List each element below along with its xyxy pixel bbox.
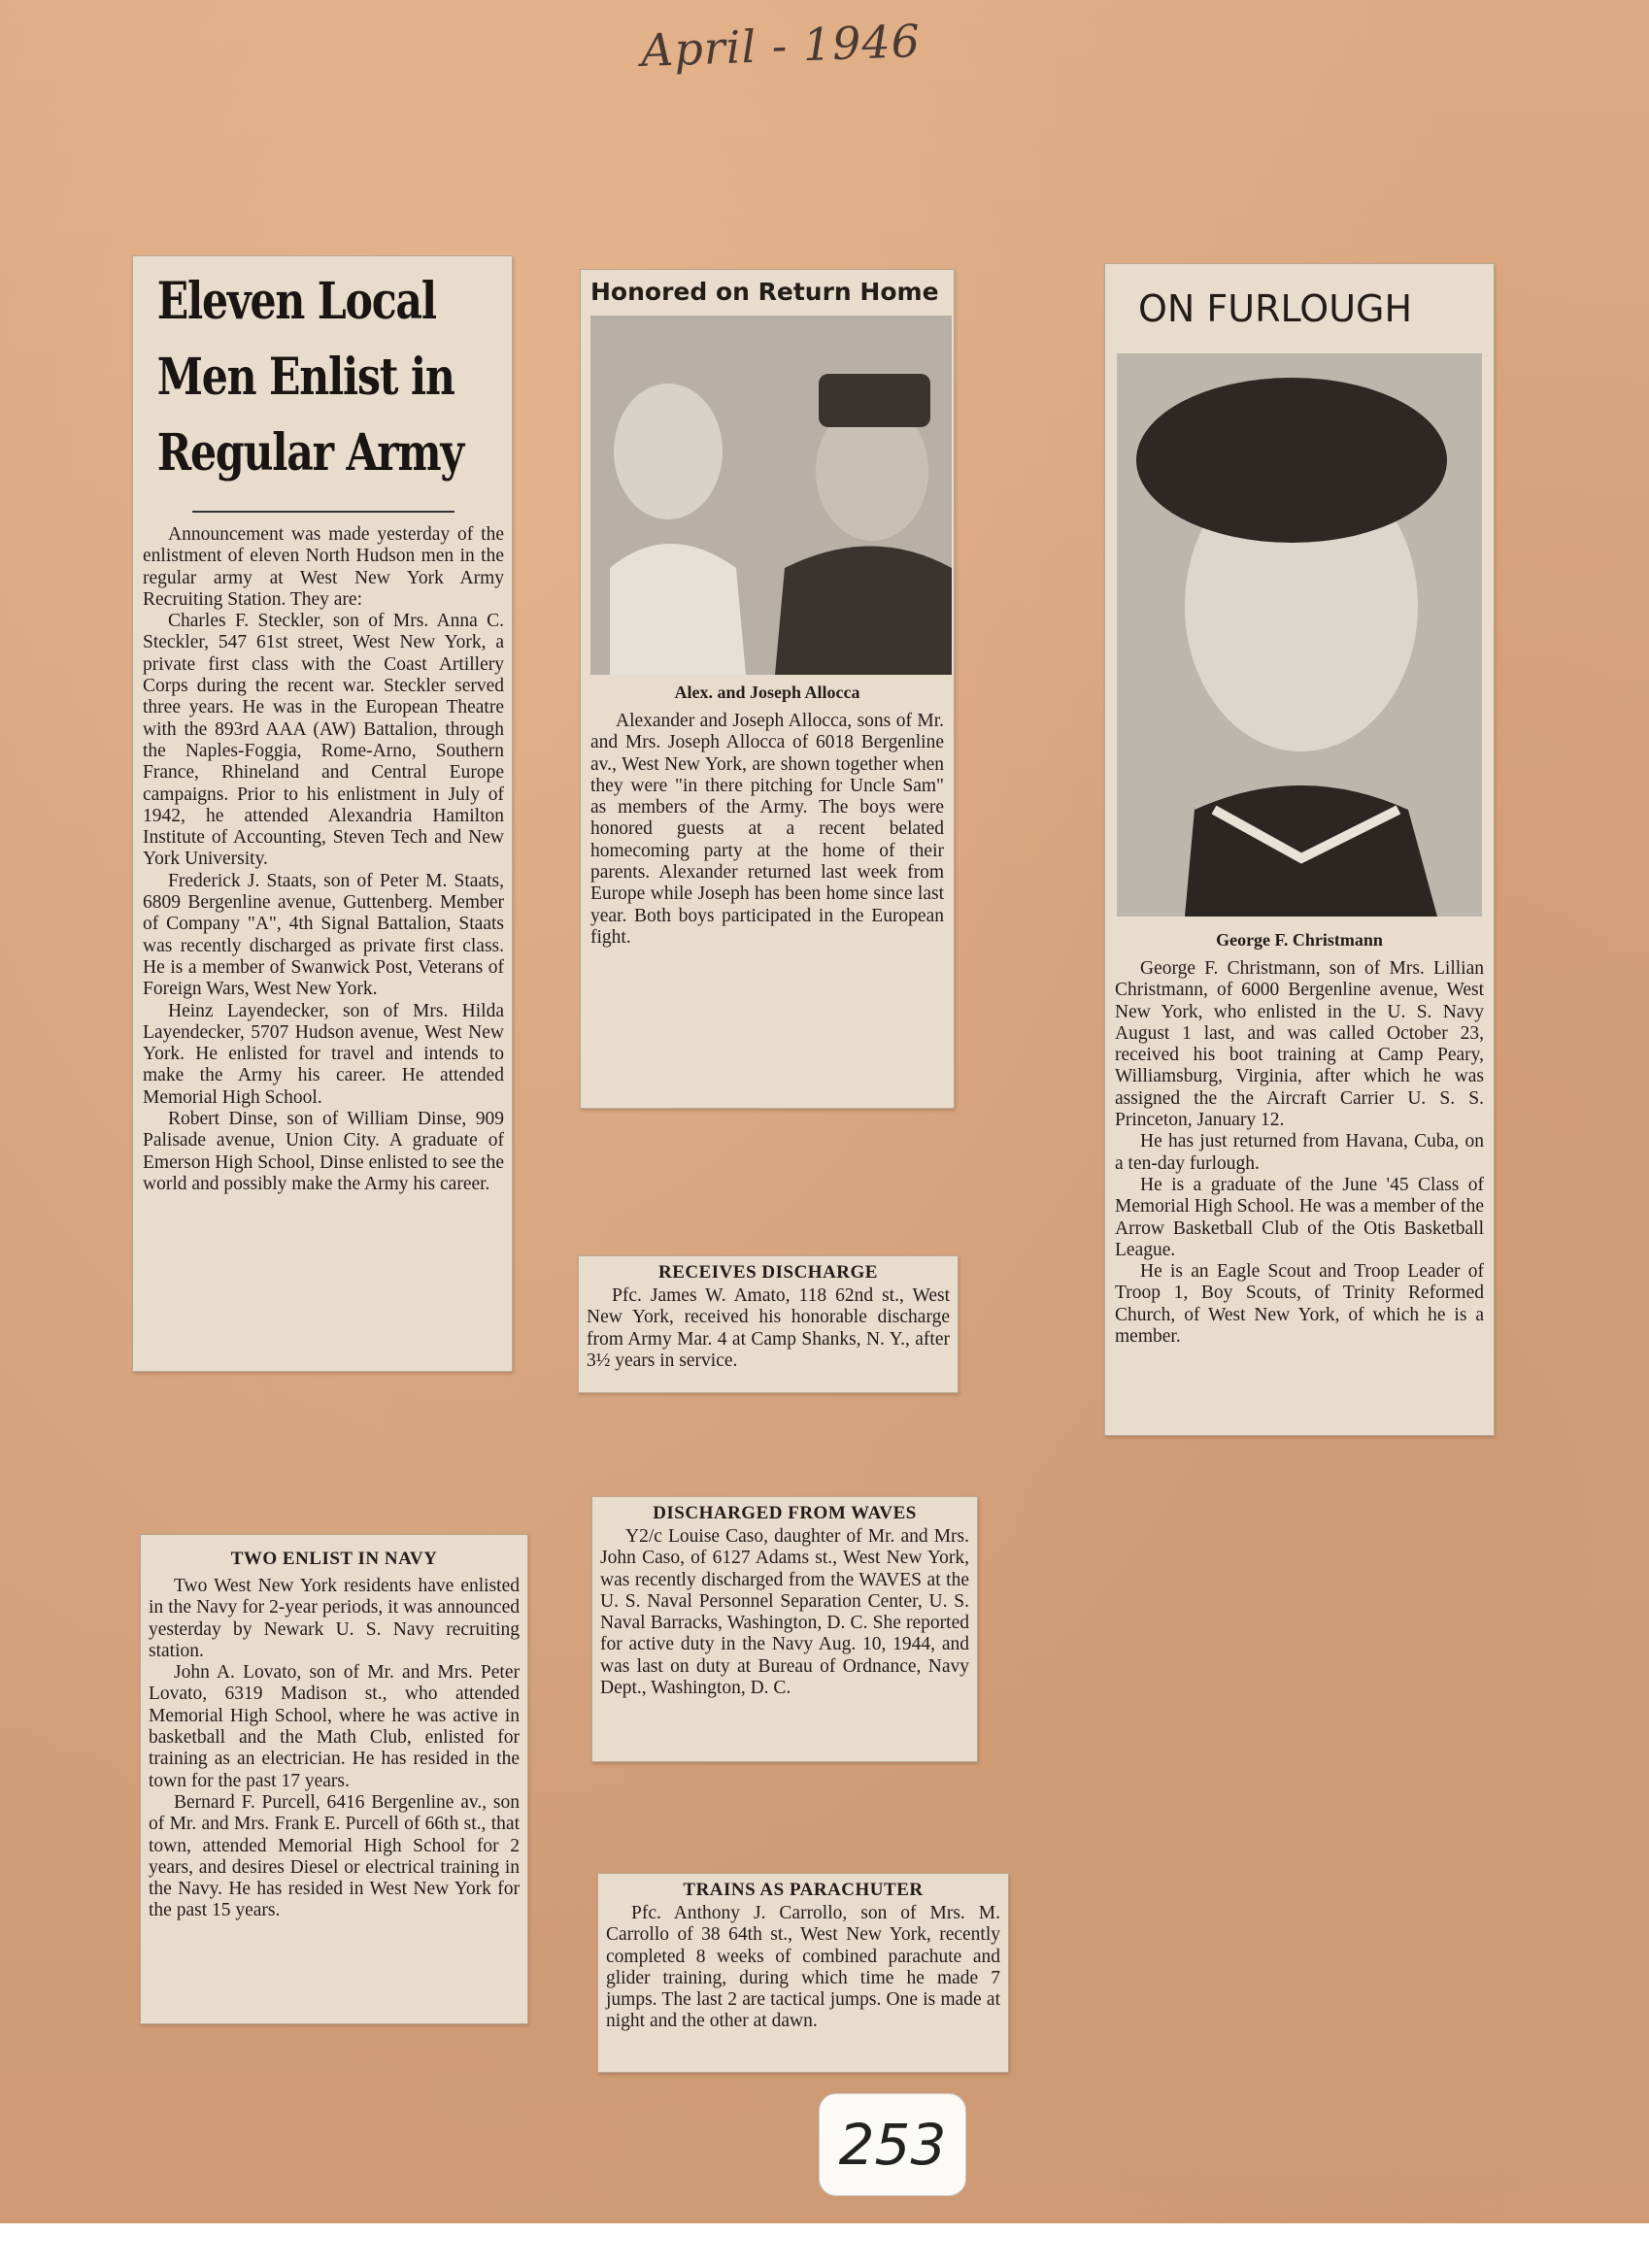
headline-trains-parachuter: TRAINS AS PARACHUTER [683,1880,924,1900]
paragraph: He is an Eagle Scout and Troop Leader of Troop 1, Boy Scouts, of Trinity Reformed Church, of West New York, of which he is a member. [1115,1261,1484,1348]
headline-discharged-waves: DISCHARGED FROM WAVES [653,1503,917,1523]
paragraph: Heinz Layendecker, son of Mrs. Hilda Layendecker, 5707 Hudson avenue, West New York. He enlisted for travel and intends to make the Army his career. He attended Memorial High School. [143,1000,504,1108]
bottom-margin [0,2223,1649,2268]
headline-honored: Honored on Return Home [590,278,939,306]
page-number-label: 253 [819,2093,966,2196]
paragraph: Bernard F. Purcell, 6416 Bergenline av., son of Mr. and Mrs. Frank E. Purcell of 66th st., that town, attended Memorial High School for 2 years, and desires Diesel or electrical training in the Navy. He has resided in West New York for the past 15 years. [149,1791,520,1921]
photo-allocca-brothers [590,316,952,675]
handwritten-date: April - 1946 [640,14,922,78]
photo-caption: Alex. and Joseph Allocca [674,683,860,702]
paragraph: George F. Christmann, son of Mrs. Lillian Christmann, of 6000 Bergenline avenue, West New York, who enlisted in the U. S. Navy August 1 last, and was called October 23, received his boot training at Camp Peary, Williamsburg, Virginia, after which he was assigned the the Aircraft Carrier U. S. S. Princeton, January 12. [1115,958,1484,1131]
portrait-illustration [1117,353,1482,917]
headline-line-2: Men Enlist in [156,348,454,407]
body-text: Alexander and Joseph Allocca, sons of Mr. and Mrs. Joseph Allocca of 6018 Bergenline av., West New York, are shown together when they were "in there pitching for Uncle Sam" as members of the Army. The boys were honored guests at a recent belated homecoming party at the home of their parents. Alexander returned last week from Europe while Joseph has been home since last year. Both boys participated in the European fight. [590,711,944,948]
headline-receives-discharge: RECEIVES DISCHARGE [658,1262,878,1283]
paragraph: Frederick J. Staats, son of Peter M. Staats, 6809 Bergenline avenue, Guttenberg. Member of Company "A", 4th Signal Battalion, Staats was recently discharged as private first class. He is a member of Swanwick Post, Veterans of Foreign Wars, West New York. [143,870,504,1000]
headline-on-furlough: ON FURLOUGH [1138,287,1413,330]
clipping-discharged-waves [591,1496,978,1762]
body-text: Pfc. Anthony J. Carrollo, son of Mrs. M. Carrollo of 38 64th st., West New York, recently completed 8 weeks of combined parachute and glider training, during which time he made 7 jumps. The last 2 are tactical jumps. One is made at night and the other at dawn. [606,1903,1000,2032]
clipping-trains-parachuter [597,1873,1009,2073]
paragraph: Announcement was made yesterday of the enlistment of eleven North Hudson men in the regular army at West New York Army Recruiting Station. They are: [143,524,504,610]
clipping-receives-discharge [578,1255,959,1393]
paragraph: He is a graduate of the June '45 Class of Memorial High School. He was a member of the Arrow Basketball Club of the Otis Basketball League. [1115,1174,1484,1260]
headline-eleven-local-men [143,264,463,491]
photo-illustration [590,316,952,675]
clipping-on-furlough [1104,263,1495,1436]
headline-two-enlist-navy: TWO ENLIST IN NAVY [230,1549,438,1569]
headline-line-3: Regular Army [156,423,463,483]
clipping-honored-return-home [580,269,955,1109]
body-text: Pfc. James W. Amato, 118 62nd st., West New York, received his honorable discharge from Army Mar. 4 at Camp Shanks, N. Y., after 3½ years in service. [587,1285,950,1371]
photo-caption: George F. Christmann [1216,930,1383,950]
body-text: Y2/c Louise Caso, daughter of Mr. and Mrs. John Caso, of 6127 Adams st., West New York, was recently discharged from the WAVES at the U. S. Naval Personnel Separation Center, U. S. Naval Barracks, Washington, D. C. She reported for active duty in the Navy Aug. 10, 1944, and was last on duty at Bureau of Ordnance, Navy Dept., Washington, D. C. [600,1526,969,1699]
paragraph: John A. Lovato, son of Mr. and Mrs. Peter Lovato, 6319 Madison st., who attended Memorial High School, where he was active in basketball and the Math Club, enlisted for training as an electrician. He has resided in the town for the past 17 years. [149,1662,520,1791]
photo-george-christmann [1117,353,1482,917]
headline-line-1: Eleven Local [156,272,436,331]
paragraph: He has just returned from Havana, Cuba, on a ten-day furlough. [1115,1131,1484,1174]
paragraph: Two West New York residents have enlisted in the Navy for 2-year periods, it was announced yesterday by Newark U. S. Navy recruiting station. [149,1576,520,1661]
paragraph: Robert Dinse, son of William Dinse, 909 Palisade avenue, Union City. A graduate of Emerson High School, Dinse enlisted to see the world and possibly make the Army his career. [143,1109,504,1194]
clipping-eleven-local-men [132,255,513,1372]
paragraph: Charles F. Steckler, son of Mrs. Anna C. Steckler, 547 61st street, West New York, a private first class with the Coast Artillery Corps during the recent war. Steckler served three years. He was in the European Theatre with the 893rd AAA (AW) Battalion, through the Naples-Foggia, Rome-Arno, Southern France, Rhineland and Central Europe campaigns. Prior to his enlistment in July of 1942, he attended Alexandria Hamilton Institute of Accounting, Steven Tech and New York University. [143,611,504,870]
divider [192,511,454,513]
clipping-two-enlist-navy [140,1534,528,2024]
